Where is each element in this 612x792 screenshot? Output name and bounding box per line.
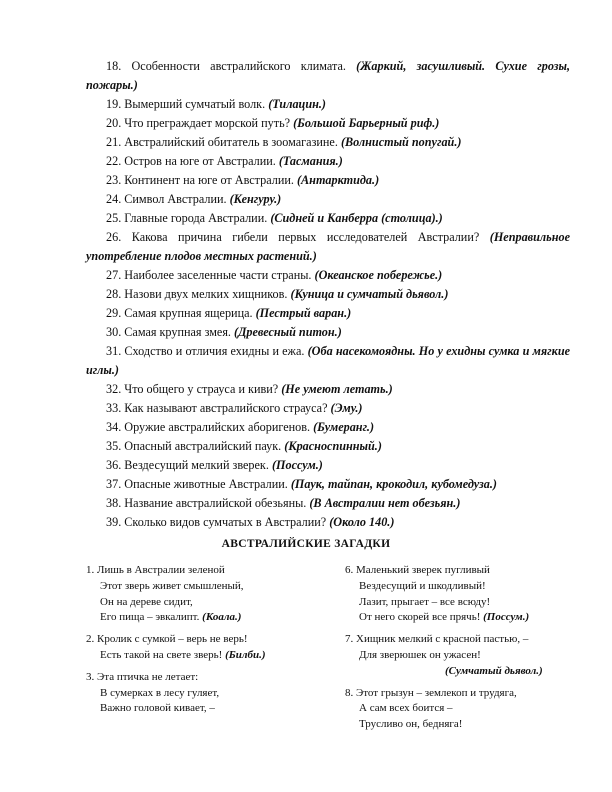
question-33: 33. Как называют австралийского страуса? (Эму.)	[106, 401, 363, 415]
riddle-8: 8. Этот грызун – землекоп и трудяга, А сам всех боится – Трусливо он, бедняга!	[345, 686, 517, 731]
question-29: 29. Самая крупная ящерица. (Пестрый варан.)	[106, 306, 352, 320]
question-36: 36. Вездесущий мелкий зверек. (Поссум.)	[106, 458, 323, 472]
question-20: 20. Что преграждает морской путь? (Большой Барьерный риф.)	[106, 116, 440, 130]
question-37: 37. Опасные животные Австралии. (Паук, тайпан, крокодил, кубомедуза.)	[106, 477, 497, 491]
question-28: 28. Назови двух мелких хищников. (Куница и сумчатый дьявол.)	[106, 287, 449, 301]
riddle-1: 1. Лишь в Австралии зеленой Этот зверь живет смышленый, Он на дереве сидит, Его пища – эвкалипт. (Коала.)	[86, 564, 244, 624]
question-31: 31. Сходство и отличия ехидны и ежа. (Оба насекомоядны. Но у ехидны сумка и мягкие иглы.)	[86, 344, 571, 377]
question-34: 34. Оружие австралийских аборигенов. (Бумеранг.)	[106, 420, 375, 434]
question-23: 23. Континент на юге от Австралии. (Антарктида.)	[106, 173, 380, 187]
riddle-7: 7. Хищник мелкий с красной пастью, – Для зверюшек он ужасен! (Сумчатый дьявол.)	[345, 633, 543, 677]
riddle-2: 2. Кролик с сумкой – верь не верь! Есть такой на свете зверь! (Билби.)	[86, 633, 266, 661]
question-27: 27. Наиболее заселенные части страны. (Океанское побережье.)	[106, 268, 443, 282]
question-19: 19. Вымерший сумчатый волк. (Тилацин.)	[106, 97, 326, 111]
question-22: 22. Остров на юге от Австралии. (Тасмания.)	[106, 154, 343, 168]
question-39: 39. Сколько видов сумчатых в Австралии? (Около 140.)	[106, 515, 395, 529]
question-35: 35. Опасный австралийский паук. (Красноспинный.)	[106, 439, 382, 453]
section-title: АВСТРАЛИЙСКИЕ ЗАГАДКИ	[221, 538, 391, 550]
question-24: 24. Символ Австралии. (Кенгуру.)	[106, 192, 282, 206]
question-26: 26. Какова причина гибели первых исследователей Австралии? (Неправильное употребление плодов местных растений.)	[86, 230, 570, 263]
question-18: 18. Особенности австралийского климата. (Жаркий, засушливый. Сухие грозы, пожары.)	[86, 59, 571, 92]
riddle-3: 3. Эта птичка не летает: В сумерках в лесу гуляет, Важно головой кивает, –	[86, 670, 220, 715]
question-38: 38. Название австралийской обезьяны. (В Австралии нет обезьян.)	[106, 496, 461, 510]
riddle-6: 6. Маленький зверек пугливый Вездесущий и шкодливый! Лазит, прыгает – все всюду! От него скорей все прячь! (Поссум.)	[345, 564, 530, 624]
question-25: 25. Главные города Австралии. (Сидней и Канберра (столица).)	[106, 211, 443, 225]
riddles-right-column	[345, 563, 543, 739]
question-32: 32. Что общего у страуса и киви? (Не умеют летать.)	[106, 382, 393, 396]
question-21: 21. Австралийский обитатель в зоомагазине. (Волнистый попугай.)	[106, 135, 462, 149]
riddles-left-column	[86, 563, 266, 723]
question-30: 30. Самая крупная змея. (Древесный питон.)	[106, 325, 342, 339]
